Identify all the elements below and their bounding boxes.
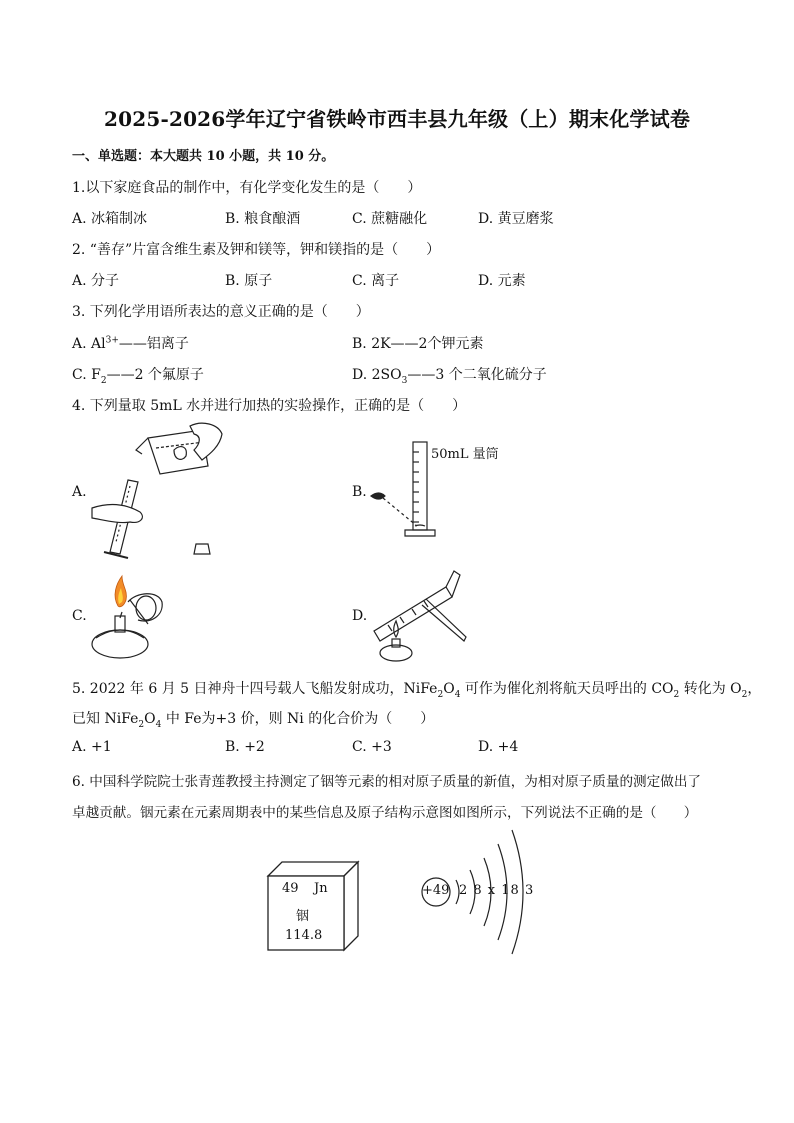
pouring-water-illustration	[90, 420, 230, 560]
q5-option-a[interactable]: A. +1	[72, 739, 112, 755]
q1-option-d[interactable]: D. 黄豆磨浆	[478, 211, 554, 227]
page-title: 2025-2026学年辽宁省铁岭市西丰县九年级（上）期末化学试卷	[103, 107, 691, 131]
q4-option-b[interactable]: B.	[352, 484, 367, 500]
q2-option-d[interactable]: D. 元素	[478, 273, 526, 289]
q4-option-d[interactable]: D.	[352, 608, 368, 624]
q2-option-b[interactable]: B. 原子	[225, 273, 273, 289]
q2-option-c[interactable]: C. 离子	[352, 273, 400, 289]
atom-nucleus-charge: +49	[422, 883, 450, 898]
question-6-stem-line-1: 6. 中国科学院院士张青莲教授主持测定了铟等元素的相对原子质量的新值，为相对原子质量的测定做出了	[72, 774, 702, 790]
q3-option-c[interactable]: C. $F_2——2$ 个氟原子	[72, 367, 204, 386]
question-4-stem: 4. 下列量取 5mL 水并进行加热的实验操作，正确的是（ ）	[72, 398, 467, 414]
cylinder-label: 50mL 量筒	[431, 447, 499, 462]
q4-option-c[interactable]: C.	[72, 608, 87, 624]
q3-option-a[interactable]: A. $Al^{3+}——$铝离子	[72, 335, 189, 352]
heating-cylinder-illustration	[366, 565, 476, 665]
atom-electron-shells: 2 8 x 18 3	[459, 883, 535, 898]
element-name: 铟	[296, 909, 310, 924]
question-3-stem: 3. 下列化学用语所表达的意义正确的是（ ）	[72, 304, 370, 320]
q1-option-b[interactable]: B. 粮食酿酒	[225, 211, 301, 227]
element-atomic-number: 49	[282, 881, 299, 896]
q3-option-d[interactable]: D. $2SO_3——3$ 个二氧化硫分子	[352, 367, 547, 386]
section-heading: 一、单选题：本大题共 10 小题，共 10 分。	[72, 149, 335, 164]
q1-option-a[interactable]: A. 冰箱制冰	[72, 211, 148, 227]
question-2-stem: 2. “善存”片富含维生素及钾和镁等，钾和镁指的是（ ）	[72, 242, 441, 258]
q5-option-b[interactable]: B. +2	[225, 739, 265, 755]
q5-option-c[interactable]: C. +3	[352, 739, 392, 755]
alcohol-lamp-lighting-illustration	[88, 572, 170, 662]
question-5-stem-line-1: 5. 2022 年 6 月 5 日神舟十四号载人飞船发射成功，$NiFe_2O_4$ 可作为催化剂将航天员呼出的 $CO_2$ 转化为 $O_2$，	[72, 681, 762, 700]
q3-option-b[interactable]: B. 2K——2个钾元素	[352, 336, 484, 352]
element-symbol: Jn	[314, 881, 328, 896]
element-atomic-mass: 114.8	[285, 928, 323, 943]
question-6-stem-line-2: 卓越贡献。铟元素在元素周期表中的某些信息及原子结构示意图如图所示，下列说法不正确的是（ ）	[72, 805, 698, 821]
question-5-stem-line-2: 已知 $NiFe_2O_4$ 中 Fe为+3 价，则 Ni 的化合价为（ ）	[72, 711, 435, 730]
question-1-stem: 1.以下家庭食品的制作中，有化学变化发生的是（ ）	[72, 180, 422, 196]
q2-option-a[interactable]: A. 分子	[72, 273, 120, 289]
q1-option-c[interactable]: C. 蔗糖融化	[352, 211, 428, 227]
q5-option-d[interactable]: D. +4	[478, 739, 519, 755]
q4-option-a[interactable]: A.	[72, 484, 87, 500]
